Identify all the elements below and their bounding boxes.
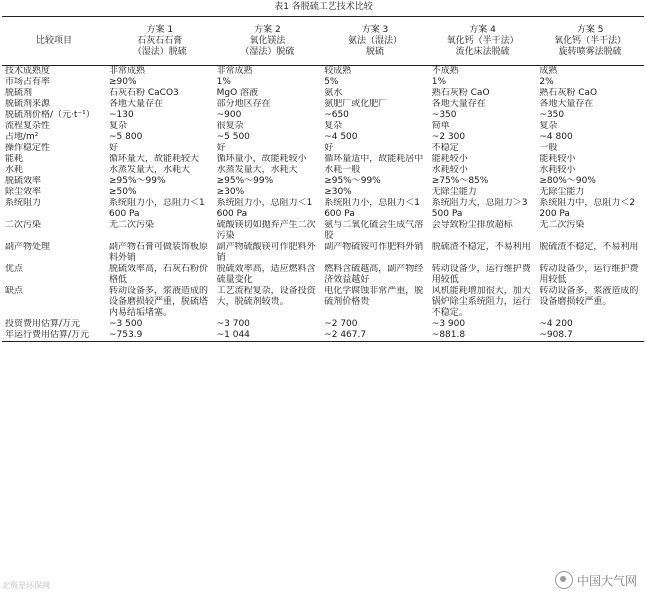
cell-scheme-1: ~130 (109, 110, 134, 120)
cell-scheme-5: 各地大量存在 (539, 99, 594, 109)
cell-scheme-1: 系统阻力小，总阻力＜1 600 Pa (109, 198, 205, 219)
cell-scheme-3: 副产物硫铵可作肥料外销 (324, 242, 424, 252)
cell-scheme-3: 系统阻力小，总阻力＜1 600 Pa (324, 198, 420, 219)
cell-scheme-5: 无二次污染 (539, 220, 585, 230)
cell-scheme-3: 水耗一般 (324, 165, 361, 175)
cell-scheme-4: 能耗较小 (431, 154, 468, 164)
cell-scheme-2: ≥30% (216, 187, 245, 197)
header-item-label: 比较项目 (35, 35, 72, 46)
table-row (2, 264, 644, 286)
table-row (2, 99, 644, 110)
header-scheme-4: 方案 4 氧化钙（半干法） 流化床法脱硫 (446, 24, 519, 57)
table-row (2, 88, 644, 99)
cell-scheme-3: 好 (324, 143, 334, 153)
table-row (2, 220, 644, 242)
row-label: 市场占有率 (5, 77, 51, 87)
row-label: 优点 (5, 264, 24, 274)
cell-scheme-4: 简单 (431, 121, 450, 131)
cell-scheme-3: 电化学腐蚀非常严重，脱硫剂价格贵 (324, 286, 424, 307)
table-row (2, 77, 644, 88)
cell-scheme-3: ~650 (324, 110, 349, 120)
cell-scheme-2: 系统阻力小，总阻力＜1 600 Pa (216, 198, 313, 219)
cell-scheme-2: MgO 溶液 (216, 88, 259, 98)
table-row (2, 132, 644, 143)
table-row (2, 187, 644, 198)
row-label: 副产物处理 (5, 242, 51, 252)
row-label: 二次污染 (5, 220, 42, 230)
table-row (2, 165, 644, 176)
cell-scheme-3: 氨与二氧化硫会生成气溶胶 (324, 220, 424, 241)
cell-scheme-3: 5% (324, 77, 339, 87)
cell-scheme-5: 脱硫渣不稳定，不易利用 (539, 242, 639, 252)
cell-scheme-1: ≥50% (109, 187, 137, 197)
cell-scheme-4: ≥75%～85% (431, 176, 489, 186)
table-caption: 表1 各脱硫工艺技术比较 (274, 2, 373, 12)
header-scheme-3: 方案 3 氨法（湿法） 脱硫 (347, 24, 402, 57)
cell-scheme-1: 无二次污染 (109, 220, 155, 230)
cell-scheme-5: 2% (539, 77, 554, 87)
row-label: 除尘效率 (5, 187, 42, 197)
cell-scheme-1: 循环量大，故能耗较大 (109, 154, 200, 164)
cell-scheme-4: 脱硫渣不稳定，不易利用 (431, 242, 531, 252)
cell-scheme-4: 1% (431, 77, 447, 87)
cell-scheme-4: 不成熟 (431, 66, 459, 76)
cell-scheme-2: 硫酸镁切如抛弃产生二次污染 (216, 220, 316, 241)
watermark-right (555, 571, 637, 589)
wechat-logo-icon (555, 571, 573, 589)
row-label: 操作稳定性 (5, 143, 51, 153)
cell-scheme-3: ~2 467.7 (324, 330, 367, 340)
cell-scheme-2: ~5 500 (216, 132, 250, 142)
cell-scheme-1: 非常成熟 (109, 66, 146, 76)
cell-scheme-1: 转动设备多，浆液造成的设备磨损较严重，脱硫塔内易结垢堵塞。 (109, 286, 209, 318)
cell-scheme-1: ~753.9 (109, 330, 143, 340)
cell-scheme-2: ≥95%～99% (216, 176, 274, 186)
cell-scheme-5: 能耗较小 (539, 154, 576, 164)
cell-scheme-4: ~350 (431, 110, 457, 120)
cell-scheme-2: 部分地区存在 (216, 99, 271, 109)
table-row (2, 330, 644, 342)
cell-scheme-1: 水蒸发量大，水耗大 (109, 165, 191, 175)
cell-scheme-1: ≥95%～99% (109, 176, 166, 186)
cell-scheme-4: 熟石灰粉 CaO (431, 88, 490, 98)
cell-scheme-5: 转动设备少，运行维护费用较低 (539, 264, 639, 285)
table-row (2, 198, 644, 220)
table-row (2, 121, 644, 132)
cell-scheme-3: 氨肥厂或化肥厂 (324, 99, 388, 109)
table-row (2, 286, 644, 319)
cell-scheme-4: 水耗较小 (431, 165, 468, 175)
row-label: 年运行费用估算/万元 (5, 330, 90, 340)
cell-scheme-5: 成熟 (539, 66, 558, 76)
row-label: 水耗 (5, 165, 24, 175)
cell-scheme-3: 氨水 (324, 88, 343, 98)
row-label: 缺点 (5, 286, 24, 296)
cell-scheme-3: 循环量适中，故能耗居中 (324, 154, 424, 164)
cell-scheme-5: 熟石灰粉 CaO (539, 88, 598, 98)
row-label: 占地/m² (5, 132, 39, 142)
cell-scheme-1: ~3 500 (109, 319, 143, 329)
cell-scheme-1: 复杂 (109, 121, 128, 131)
table-row (2, 242, 644, 264)
cell-scheme-2: 非常成熟 (216, 66, 253, 76)
cell-scheme-2: 工艺流程复杂，设备投资大，脱硫剂较贵。 (216, 286, 316, 307)
cell-scheme-2: ~900 (216, 110, 242, 120)
row-label: 脱硫剂 (5, 88, 33, 98)
row-label: 能耗 (5, 154, 24, 164)
cell-scheme-5: 水耗较小 (539, 165, 576, 175)
cell-scheme-2: 水蒸发量大，水耗大 (216, 165, 298, 175)
table-row (2, 66, 644, 78)
cell-scheme-1: ~5 800 (109, 132, 143, 142)
cell-scheme-4: ~2 300 (431, 132, 466, 142)
watermark-right-text: 中国大气网 (576, 573, 637, 588)
cell-scheme-1: 好 (109, 143, 119, 153)
cell-scheme-4: 各地大量存在 (431, 99, 486, 109)
cell-scheme-4: 转动设备少，运行维护费用较低 (431, 264, 531, 285)
cell-scheme-4: ~3 900 (431, 319, 466, 329)
cell-scheme-4: 风机能耗增加很大，加大锅炉除尘系统阻力，运行不稳定。 (431, 286, 531, 318)
row-label: 流程复杂性 (5, 121, 51, 131)
cell-scheme-4: 不稳定 (431, 143, 459, 153)
cell-scheme-3: 燃料含硫越高，副产物经济效益越好 (324, 264, 424, 285)
header-scheme-5: 方案 5 氧化钙（半干法） 旋转喷雾法脱硫 (554, 24, 627, 57)
cell-scheme-3: 复杂 (324, 121, 343, 131)
cell-scheme-3: ≥30% (324, 187, 352, 197)
row-label: 脱硫剂价格/（元·t⁻¹） (5, 110, 95, 120)
row-label: 技术成熟度 (5, 66, 51, 76)
table-row (2, 176, 644, 187)
table-row (2, 154, 644, 165)
cell-scheme-4: 会导致粉尘排放超标 (431, 220, 513, 230)
cell-scheme-2: 副产物硫酸镁可作肥料外销 (216, 242, 316, 263)
table-row (2, 110, 644, 121)
cell-scheme-3: ≥95%～99% (324, 176, 381, 186)
cell-scheme-5: ~908.7 (539, 330, 573, 340)
row-label: 脱硫效率 (5, 176, 42, 186)
cell-scheme-5: ≥80%～90% (539, 176, 596, 186)
cell-scheme-2: 好 (216, 143, 226, 153)
cell-scheme-2: 脱硫效率高，适应燃料含硫量变化 (216, 264, 316, 285)
header-scheme-2: 方案 2 氧化镁法 （湿法）脱硫 (240, 24, 295, 57)
cell-scheme-1: 石灰石粉 CaCO3 (109, 88, 179, 98)
cell-scheme-2: 1% (216, 77, 231, 87)
row-label: 投资费用估算/万元 (5, 319, 81, 329)
cell-scheme-1: 各地大量存在 (109, 99, 164, 109)
cell-scheme-1: ≥90% (109, 77, 137, 87)
cell-scheme-2: ~1 044 (216, 330, 250, 340)
row-label: 系统阻力 (5, 198, 42, 208)
cell-scheme-2: ~3 700 (216, 319, 250, 329)
cell-scheme-1: 副产物石膏可做装饰板原料外销 (109, 242, 209, 263)
cell-scheme-3: ~4 500 (324, 132, 358, 142)
cell-scheme-2: 循环量小，故能耗较小 (216, 154, 307, 164)
table-header-row (2, 17, 644, 66)
table-row (2, 143, 644, 154)
comparison-table (2, 16, 644, 342)
cell-scheme-4: 系统阻力大，总阻力＞3 500 Pa (431, 198, 528, 219)
cell-scheme-5: ~4 200 (539, 319, 573, 329)
row-label: 脱硫剂来源 (5, 99, 51, 109)
cell-scheme-5: 系统阻力中，总阻力＜2 200 Pa (539, 198, 636, 219)
watermark-left: 北极星环保网 (2, 581, 50, 590)
header-scheme-1: 方案 1 石灰石石膏 （湿法）脱硫 (132, 24, 187, 57)
cell-scheme-5: 一般 (539, 143, 558, 153)
cell-scheme-4: ~881.8 (431, 330, 466, 340)
cell-scheme-5: ~4 800 (539, 132, 573, 142)
cell-scheme-4: 无除尘能力 (431, 187, 477, 197)
cell-scheme-5: 复杂 (539, 121, 558, 131)
table-body (2, 66, 644, 342)
cell-scheme-1: 脱硫效率高，石灰石粉价格低 (109, 264, 209, 285)
table-row (2, 319, 644, 330)
cell-scheme-2: 很复杂 (216, 121, 244, 131)
cell-scheme-5: 无除尘能力 (539, 187, 585, 197)
cell-scheme-3: 较成熟 (324, 66, 352, 76)
cell-scheme-5: 转动设备多，浆液造成的设备磨损较严重。 (539, 286, 639, 307)
cell-scheme-5: ~350 (539, 110, 565, 120)
cell-scheme-3: ~2 700 (324, 319, 358, 329)
